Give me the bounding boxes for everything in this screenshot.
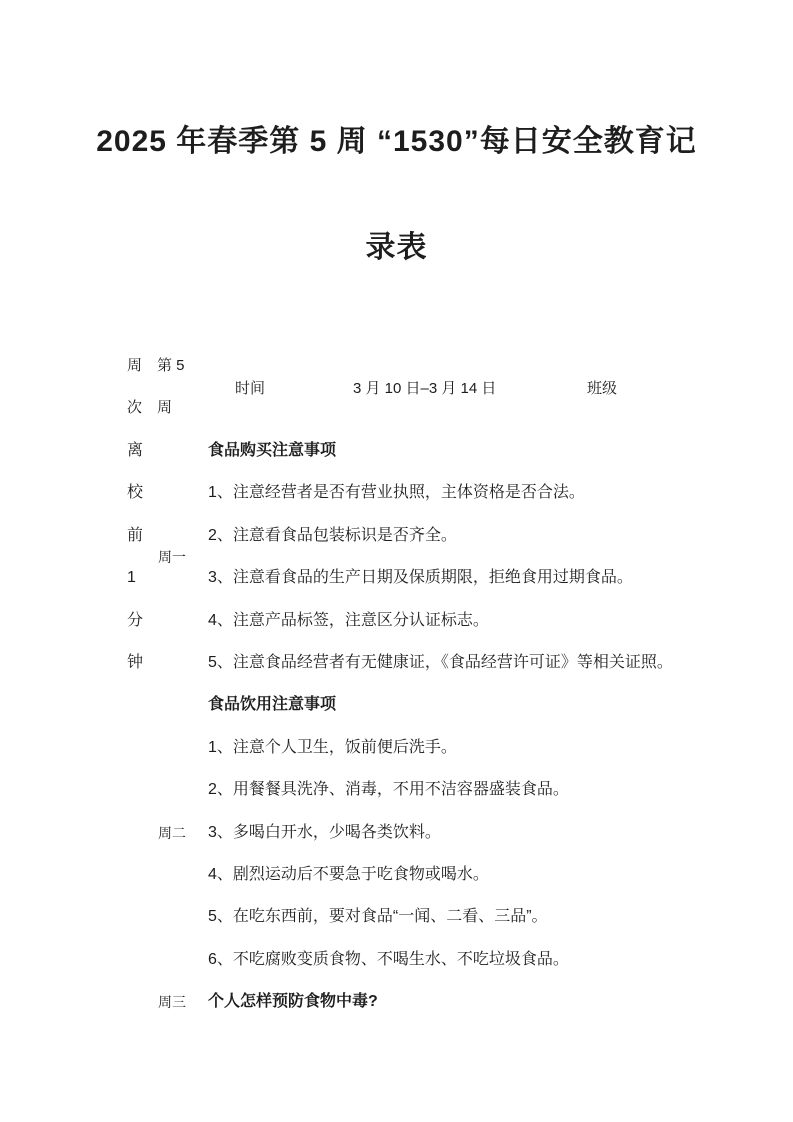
content-heading: 食品购买注意事项	[208, 442, 337, 459]
day-content	[208, 981, 793, 1023]
content-heading: 个人怎样预防食物中毒?	[208, 993, 378, 1011]
period-label-char: 校	[127, 484, 144, 502]
header-week-ordinal-line: 次	[127, 399, 143, 416]
period-label-char: 离	[127, 442, 144, 459]
week-row	[158, 684, 793, 981]
header-week-number	[157, 345, 185, 429]
content-item: 3、多喝白开水，少喝各类饮料。	[208, 823, 441, 841]
period-label-column	[127, 430, 158, 1023]
content-item: 2、注意看食品包装标识是否齐全。	[208, 526, 457, 544]
period-label-char: 1	[127, 569, 136, 587]
week-row	[158, 430, 793, 684]
content-item: 1、注意经营者是否有营业执照，主体资格是否合法。	[208, 484, 585, 502]
document-title-line2: 录表	[365, 231, 428, 264]
header-week-number-line: 第 5	[157, 357, 185, 374]
header-time-label: 时间	[235, 379, 266, 397]
content-item: 4、注意产品标签，注意区分认证标志。	[208, 611, 489, 629]
content-item: 3、注意看食品的生产日期及保质期限，拒绝食用过期食品。	[208, 569, 633, 587]
header-date-range: 3 月 10 日–3 月 14 日	[353, 379, 497, 397]
content-item: 5、在吃东西前，要对食品“一闻、二看、三品”。	[208, 908, 548, 926]
day-label: 周一	[158, 549, 186, 566]
table-body	[127, 430, 793, 1023]
period-label-char: 前	[127, 526, 144, 544]
content-item: 1、注意个人卫生，饭前便后洗手。	[208, 738, 457, 756]
day-content	[208, 430, 793, 684]
header-week-ordinal-label	[127, 345, 142, 429]
document-title-line1: 2025 年春季第 5 周 “1530”每日安全教育记	[96, 125, 697, 158]
header-week-ordinal-line: 周	[127, 357, 143, 374]
content-item: 6、不吃腐败变质食物、不喝生水、不吃垃圾食品。	[208, 950, 569, 968]
content-item: 2、用餐餐具洗净、消毒，不用不洁容器盛装食品。	[208, 781, 569, 799]
table-header-row	[0, 345, 793, 429]
period-label-char: 钟	[127, 653, 144, 671]
week-row	[158, 981, 793, 1023]
period-label-char: 分	[127, 611, 144, 629]
day-label: 周三	[158, 994, 186, 1011]
header-week-number-line: 周	[157, 399, 173, 416]
content-heading: 食品饮用注意事项	[208, 696, 337, 714]
header-class-label: 班级	[587, 379, 618, 397]
day-content	[208, 684, 793, 981]
content-item: 5、注意食品经营者有无健康证，《食品经营许可证》等相关证照。	[208, 653, 673, 671]
day-label: 周二	[158, 824, 186, 841]
content-item: 4、剧烈运动后不要急于吃食物或喝水。	[208, 865, 489, 883]
week-rows	[158, 430, 793, 1023]
